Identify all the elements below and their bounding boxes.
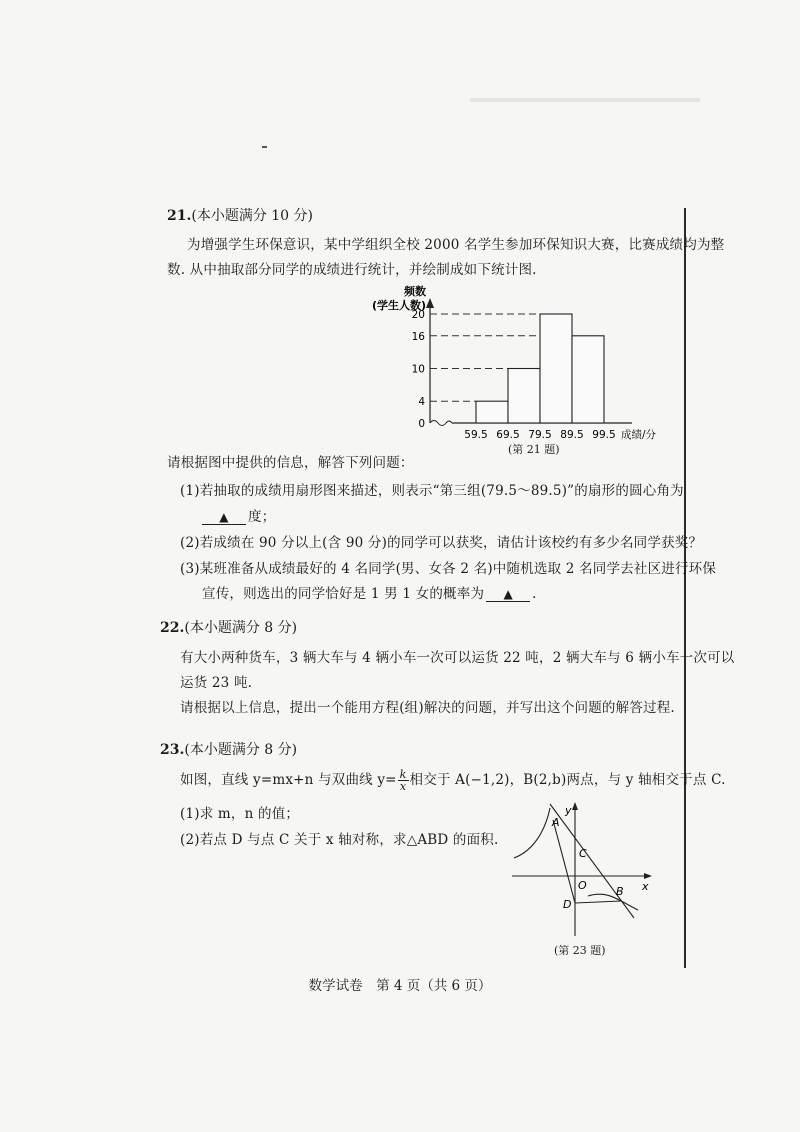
answer-blank[interactable]: ▲ <box>202 510 246 525</box>
fig-label-x: x <box>642 880 649 893</box>
chart-ylabel-line2: (学生人数) <box>372 299 427 312</box>
fig-label-a: A <box>552 816 560 829</box>
histogram-chart <box>370 282 690 452</box>
chart-x-tick-label: 79.5 <box>528 429 552 441</box>
histogram-bar <box>476 401 508 423</box>
q23-sub1: (1)求 m，n 的值； <box>180 806 300 822</box>
scan-smudge <box>262 146 267 148</box>
answer-blank[interactable]: ▲ <box>486 587 530 602</box>
q23-intro: 如图，直线 y=mx+n 与双曲线 y= $\frac{k}{x}$ 相交于 A(−1,2)，B(2,b)两点，与 y 轴相交于点 C. <box>180 768 726 793</box>
chart-y-tick-label: 4 <box>418 396 425 409</box>
page-footer: 数学试卷 第 4 页（共 6 页） <box>308 978 492 994</box>
q21-sub1-line1: (1)若抽取的成绩用扇形图来描述，则表示“第三组(79.5～89.5)”的扇形的圆心角为 <box>180 483 684 499</box>
q21-sub2: (2)若成绩在 90 分以上(含 90 分)的同学可以获奖，请估计该校约有多少名同学获奖？ <box>180 535 703 551</box>
q23-figure-caption: (第 23 题) <box>554 944 606 957</box>
fig-label-d: D <box>563 898 572 911</box>
chart-axis-break <box>430 421 452 426</box>
histogram-bar <box>508 369 540 424</box>
fig-x-arrow <box>644 873 652 879</box>
chart-x-tick-label: 69.5 <box>496 429 520 441</box>
q21-figure-caption: (第 21 题) <box>508 443 560 456</box>
fig-label-y: y <box>565 804 572 817</box>
fig-segment-db <box>575 901 621 903</box>
chart-y-tick-label: 20 <box>411 309 425 321</box>
chart-y-tick-label: 16 <box>411 330 425 343</box>
chart-ylabel-line1: 频数 <box>404 285 426 298</box>
fig-y-arrow <box>572 802 578 810</box>
fig-label-b: B <box>616 885 624 898</box>
fig-hyperbola-left <box>514 808 550 858</box>
q21-intro-line2: 数. 从中抽取部分同学的成绩进行统计，并绘制成如下统计图. <box>167 262 537 278</box>
q22-title: 22.(本小题满分 8 分) <box>160 620 298 636</box>
q21-sub3-line1: (3)某班准备从成绩最好的 4 名同学(男、女各 2 名)中随机选取 2 名同学去社区进行环保 <box>180 561 717 577</box>
chart-xlabel: 成绩/分 <box>621 429 657 441</box>
chart-y-arrow <box>426 298 434 308</box>
fig-label-c: C <box>579 847 587 860</box>
q21-intro-line1: 为增强学生环保意识，某中学组织全校 2000 名学生参加环保知识大赛，比赛成绩均为整 <box>187 237 725 253</box>
fraction-k-over-x: $\frac{k}{x}$ <box>399 768 407 793</box>
q21-title: 21.(本小题满分 10 分) <box>167 208 313 224</box>
chart-y-tick-label: 0 <box>418 418 425 430</box>
chart-x-tick-label: 99.5 <box>592 429 616 441</box>
q22-line3: 请根据以上信息，提出一个能用方程(组)解决的问题，并写出这个问题的解答过程. <box>180 700 675 716</box>
q21-sub3-line2: 宣传，则选出的同学恰好是 1 男 1 女的概率为 ▲ . <box>202 586 537 602</box>
fig-segment-ad <box>553 820 575 903</box>
q21-sub1-line2: ▲ 度； <box>200 505 275 525</box>
q22-line2: 运货 23 吨. <box>180 675 253 691</box>
scan-smudge <box>470 98 700 102</box>
chart-x-tick-label: 89.5 <box>560 429 584 441</box>
q23-figure <box>508 800 658 940</box>
histogram-bar <box>540 314 572 423</box>
chart-y-tick-label: 10 <box>411 363 425 376</box>
q23-sub2: (2)若点 D 与点 C 关于 x 轴对称，求△ABD 的面积. <box>180 832 499 848</box>
q22-line1: 有大小两种货车，3 辆大车与 4 辆小车一次可以运货 22 吨，2 辆大车与 6 辆小车一次可以 <box>180 650 735 666</box>
q23-title: 23.(本小题满分 8 分) <box>160 742 298 758</box>
q21-prompt: 请根据图中提供的信息，解答下列问题： <box>167 455 414 471</box>
histogram-bar <box>572 336 604 423</box>
fig-label-o: O <box>578 879 587 892</box>
chart-x-tick-label: 59.5 <box>464 429 488 441</box>
